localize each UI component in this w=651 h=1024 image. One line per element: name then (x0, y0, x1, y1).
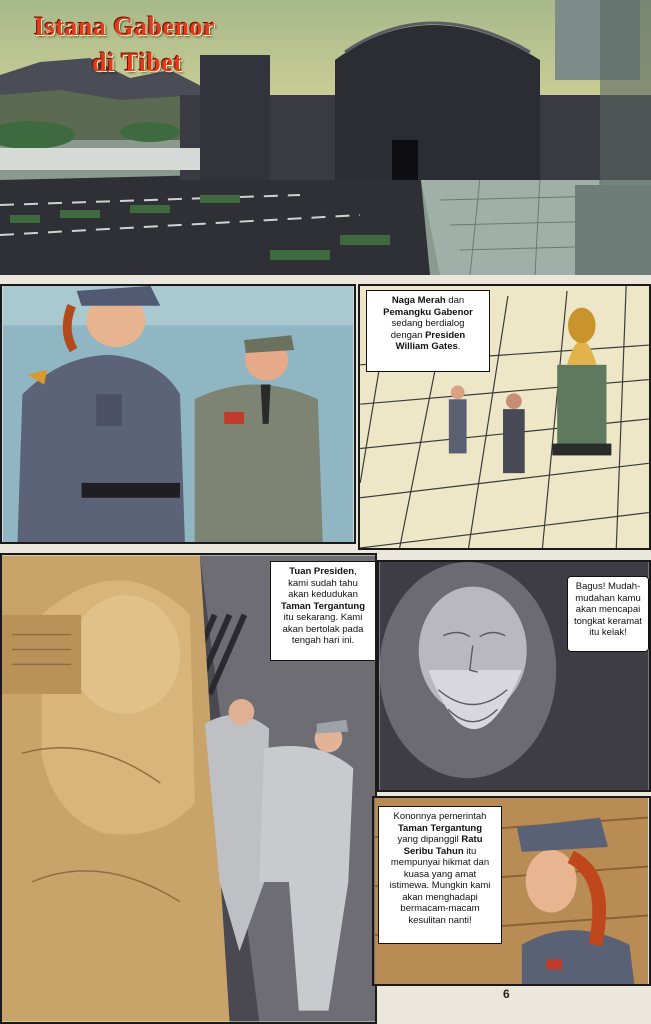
speech-text: akan kedudukan (288, 589, 358, 600)
speech-name-taman-tergantung: Taman Tergantung (280, 600, 366, 612)
speech-text: tengah hari ini. (291, 635, 355, 646)
caption-text: Kononnya pemerintah (393, 811, 487, 822)
panel-hall (358, 284, 651, 550)
speech-text: , (354, 566, 357, 577)
panel-palace (0, 0, 651, 275)
caption-text: istimewa. Mungkin kami (389, 880, 491, 891)
speech-text: itu sekarang. Kami (283, 612, 363, 623)
caption-text: kesulitan nanti! (408, 914, 472, 926)
speech-name-tuan-presiden: Tuan Presiden (289, 566, 355, 577)
caption-text: sedang berdialog (391, 318, 465, 329)
caption-text: bermacam-macam (400, 903, 480, 914)
narration-caption-ratu (378, 806, 502, 944)
location-title-line1: Istana Gabenor (34, 12, 216, 41)
speech-bubble-president (567, 576, 649, 652)
speech-text: Bagus! Mudah- (575, 581, 641, 592)
speech-text: mudahan kamu (575, 592, 641, 604)
caption-name-naga-merah: Naga Merah (391, 295, 446, 306)
caption-text: dengan (390, 329, 426, 341)
speech-bubble-officer (270, 561, 376, 661)
caption-name-pemangku: Pemangku Gabenor (383, 306, 473, 318)
caption-text: . (457, 341, 461, 352)
narration-caption-dialogue (366, 290, 490, 372)
panel-hologram (377, 560, 651, 792)
location-title-line2: di Tibet (92, 48, 183, 77)
speech-text: itu kelak! (589, 627, 627, 638)
caption-text: kuasa yang amat (403, 868, 477, 880)
caption-name-william-gates: William Gates (395, 341, 458, 352)
panel-salute (0, 553, 377, 1024)
panel-naga-merah (372, 796, 651, 986)
caption-name-seribu-tahun: Seribu Tahun (403, 845, 464, 857)
speech-text: kami sudah tahu (288, 577, 358, 589)
speech-text: akan bertolak pada (282, 623, 364, 635)
speech-text: akan mencapai (575, 604, 641, 615)
caption-text: yang dipanggil (397, 834, 462, 845)
caption-text: mempunyai hikmat dan (390, 857, 490, 868)
caption-name-taman-tergantung: Taman Tergantung (397, 822, 483, 834)
page-number: 6 (503, 987, 510, 1001)
caption-text: itu (463, 845, 477, 857)
panel-officers (0, 284, 356, 544)
speech-text: tongkat keramat (573, 615, 643, 627)
caption-text: dan (445, 295, 465, 306)
caption-text: akan menghadapi (402, 891, 478, 903)
caption-name-ratu: Ratu (461, 834, 483, 845)
officers-illustration (2, 286, 354, 542)
caption-name-presiden: Presiden (425, 329, 466, 341)
